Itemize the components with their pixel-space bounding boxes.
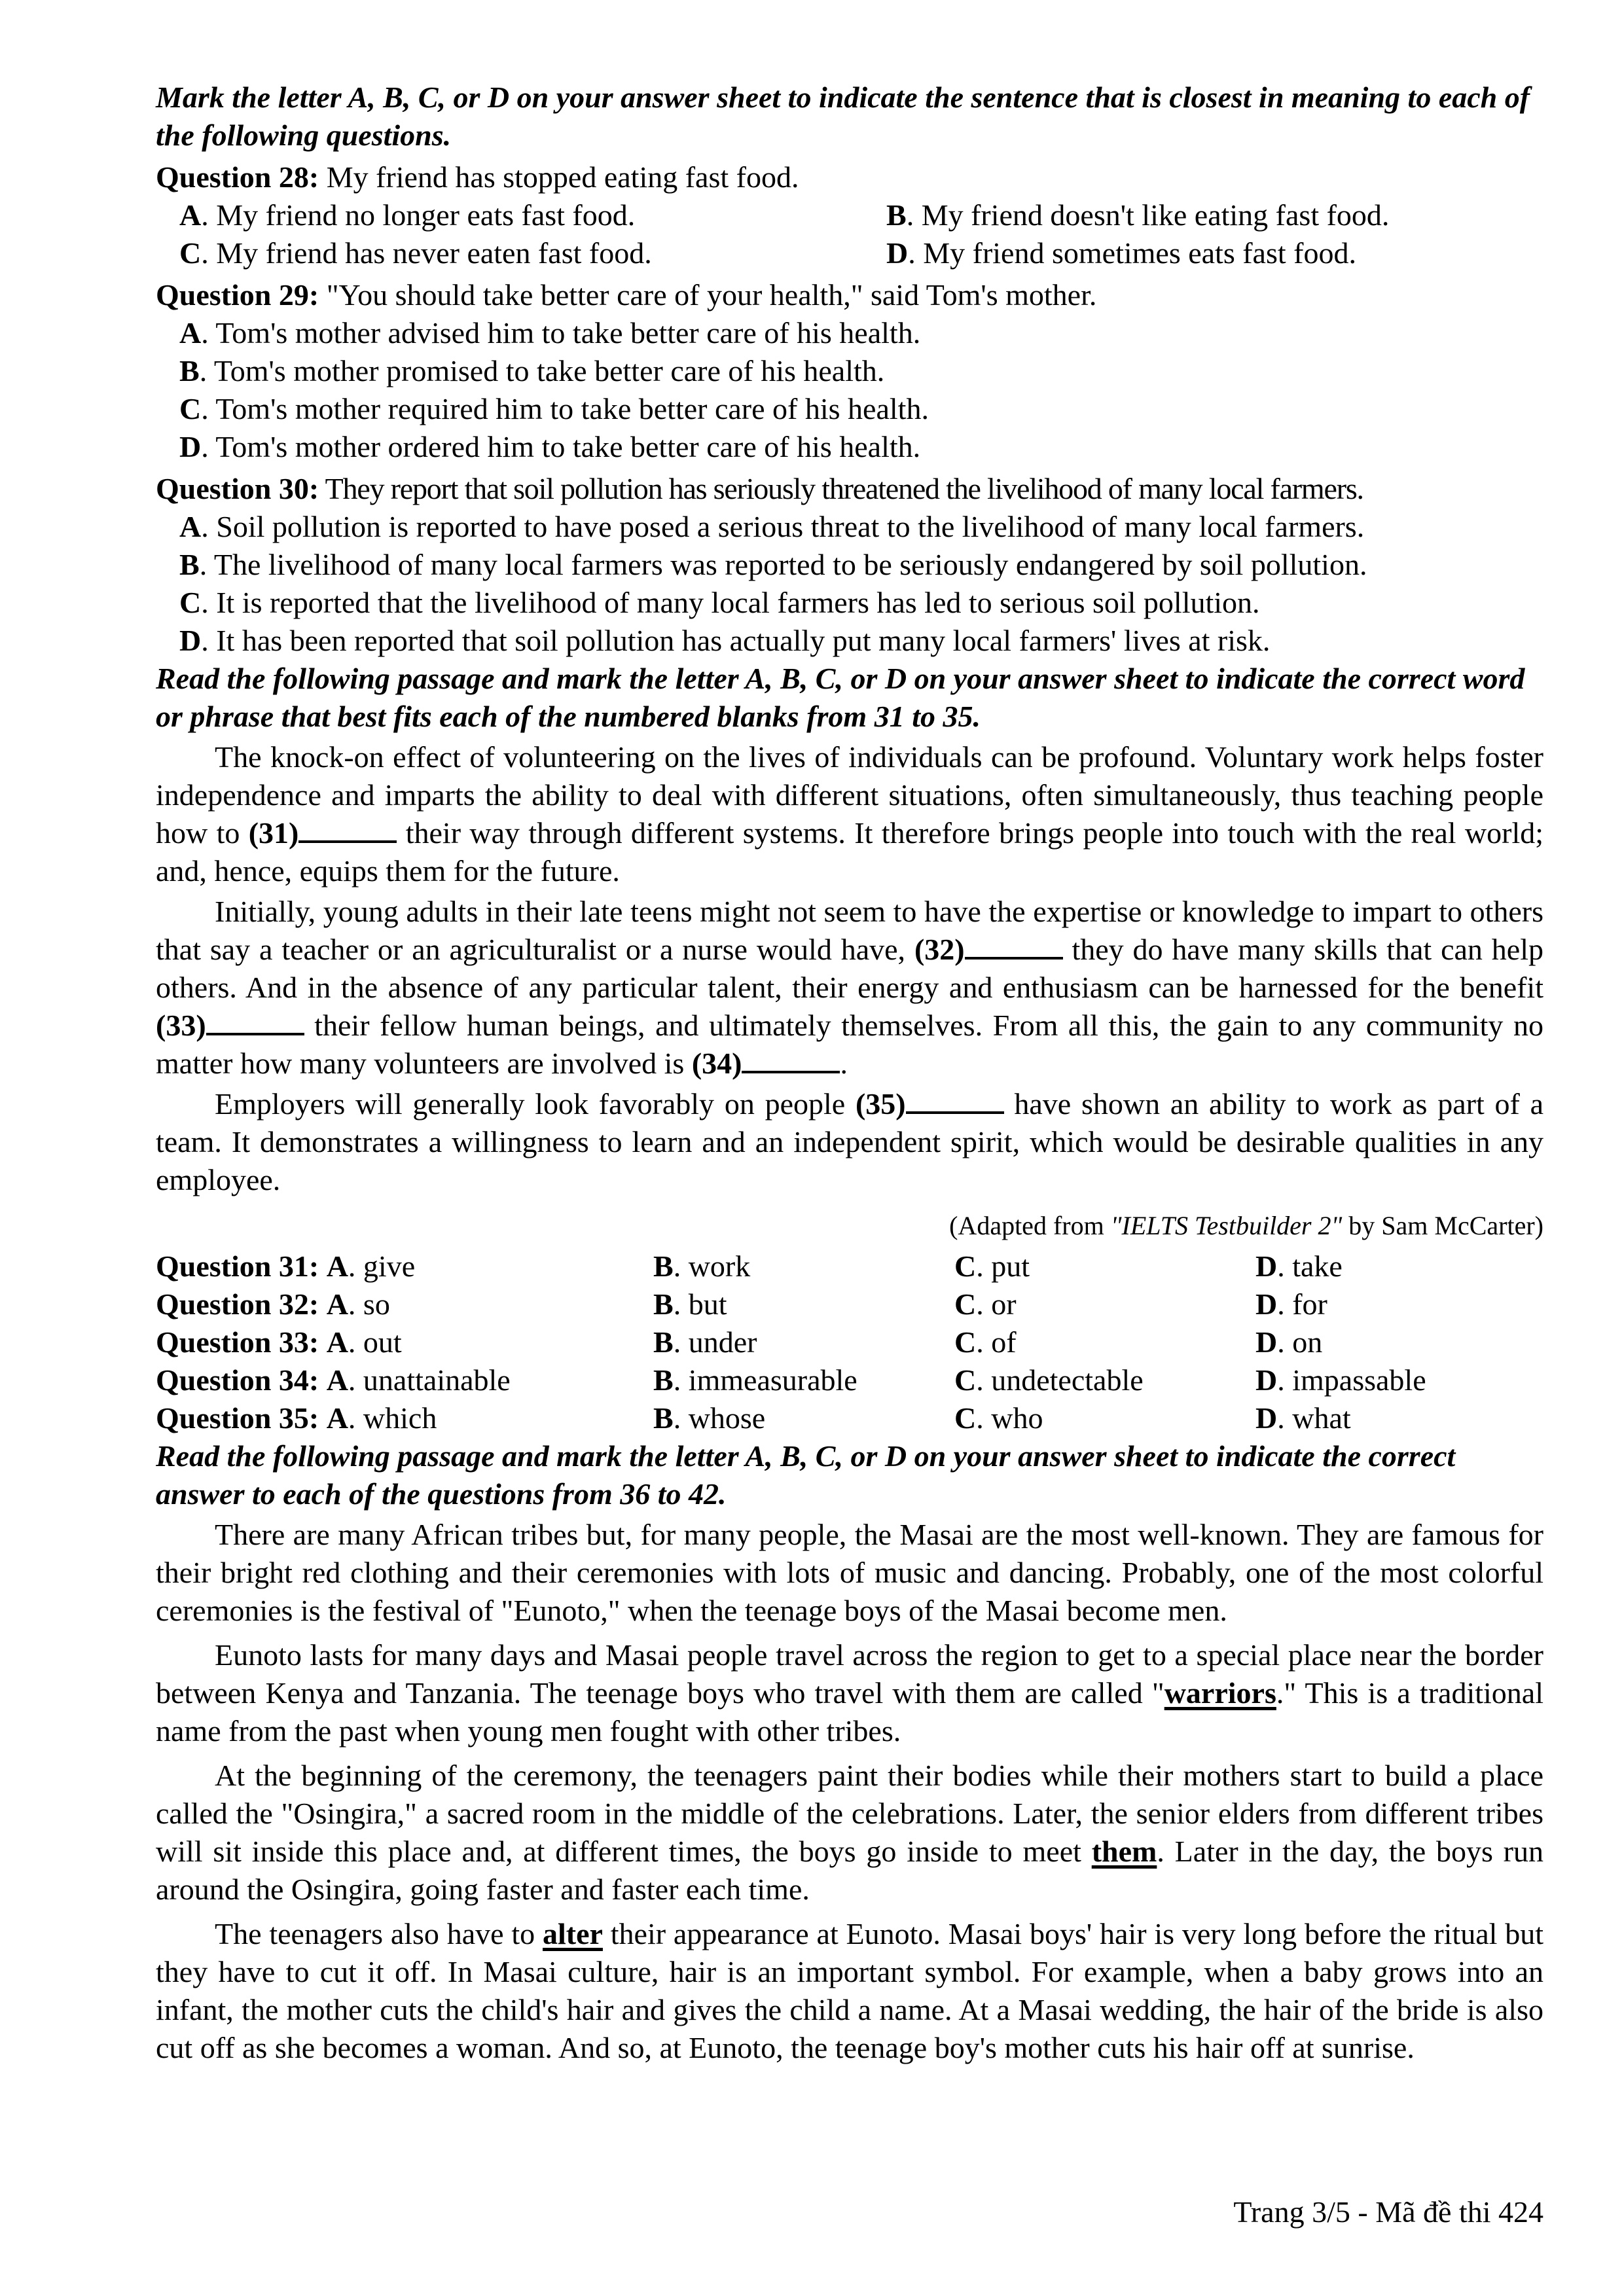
option-text: . unattainable — [348, 1363, 511, 1397]
option-d[interactable] — [1255, 1399, 1543, 1437]
option-a[interactable] — [179, 196, 886, 234]
section-instruction-cloze: Read the following passage and mark the letter A, B, C, or D on your answer sheet to indicate the correct word or phrase that best fits each of the numbered blanks from 31 to 35. — [156, 662, 1525, 733]
option-text: . Tom's mother ordered him to take better care of his health. — [201, 430, 921, 463]
option-c[interactable] — [156, 584, 1543, 622]
paragraph-text: their appearance at Eunoto. Masai boys' hair is very long before the ritual but they have to cut it off. In Masai culture, hair is an important symbol. For example, when a baby grows into an infant, the mother cuts the child's hair and gives the child a name. At a Masai wedding, the hair of the bride is also cut off as she becomes a woman. And so, at Eunoto, the teenage boy's mother cuts his hair off at sunrise. — [156, 1917, 1543, 2064]
option-text: . under — [673, 1325, 757, 1359]
option-letter: A — [326, 1287, 348, 1321]
option-letter: C — [179, 586, 202, 619]
option-c[interactable] — [156, 390, 1543, 428]
option-text: . whose — [673, 1401, 766, 1435]
option-letter: D — [179, 430, 202, 463]
option-a[interactable] — [327, 1401, 437, 1435]
option-letter: A — [326, 1363, 348, 1397]
option-b[interactable] — [156, 352, 1543, 390]
option-b[interactable] — [886, 196, 1541, 234]
option-letter: C — [954, 1401, 977, 1435]
blank-35-number: (35) — [855, 1087, 906, 1121]
blank-33-number: (33) — [156, 1009, 206, 1042]
option-d[interactable] — [1255, 1361, 1543, 1399]
option-c[interactable] — [954, 1399, 1255, 1437]
question-label: Question 32: — [156, 1287, 319, 1321]
blank-31 — [298, 814, 397, 843]
question-28-options — [156, 196, 1543, 272]
option-text: . which — [348, 1401, 437, 1435]
option-text: . what — [1277, 1401, 1351, 1435]
option-d[interactable] — [886, 234, 1541, 272]
option-text: . put — [976, 1249, 1030, 1283]
option-text: . for — [1277, 1287, 1327, 1321]
option-text: . Soil pollution is reported to have posed a serious threat to the livelihood of many local farmers. — [201, 510, 1365, 543]
highlighted-word-them: them — [1091, 1835, 1157, 1868]
option-letter: B — [653, 1363, 674, 1397]
option-c[interactable] — [179, 234, 886, 272]
blank-32 — [965, 931, 1063, 960]
paragraph-text: The knock-on effect of volunteering on the lives of individuals can be profound. Voluntary work helps foster independence and imparts the ability to deal with different situations, often simultaneously, thus teaching people how to — [156, 740, 1543, 850]
option-a[interactable] — [327, 1249, 415, 1283]
option-b[interactable] — [156, 546, 1543, 584]
question-label: Question 28: — [156, 160, 319, 194]
option-b[interactable] — [653, 1399, 954, 1437]
exam-page — [156, 79, 1543, 2067]
option-letter: D — [886, 236, 909, 270]
option-letter: D — [1255, 1287, 1278, 1321]
blank-33 — [206, 1007, 304, 1035]
option-b[interactable] — [653, 1361, 954, 1399]
option-text: . immeasurable — [673, 1363, 857, 1397]
option-letter: A — [179, 510, 202, 543]
option-c[interactable] — [954, 1285, 1255, 1323]
option-letter: B — [653, 1249, 674, 1283]
paragraph-text: have shown an ability to work as part of a team. It demonstrates a willingness to learn and an independent spirit, which would be desirable qualities in any employee. — [156, 1087, 1543, 1196]
option-letter: C — [954, 1287, 977, 1321]
option-d[interactable] — [156, 622, 1543, 660]
option-b[interactable] — [653, 1285, 954, 1323]
option-d[interactable] — [1255, 1247, 1543, 1285]
option-a[interactable] — [156, 508, 1543, 546]
question-31-label-option-a — [156, 1247, 653, 1285]
paragraph-text: they do have many skills that can help others. And in the absence of any particular talent, their energy and enthusiasm can be harnessed for the benefit — [156, 933, 1543, 1004]
passage-paragraph-1 — [156, 738, 1543, 890]
reading-paragraph-4 — [156, 1915, 1543, 2067]
option-c[interactable] — [954, 1323, 1255, 1361]
question-29 — [156, 276, 1543, 314]
question-32-label-option-a — [156, 1285, 653, 1323]
option-text: . so — [348, 1287, 390, 1321]
passage-source-citation — [156, 1207, 1543, 1245]
reading-paragraph-3 — [156, 1757, 1543, 1909]
blank-31-number: (31) — [248, 816, 299, 850]
highlighted-word-warriors: warriors — [1164, 1676, 1276, 1710]
option-letter: B — [653, 1325, 674, 1359]
question-label: Question 31: — [156, 1249, 319, 1283]
option-letter: D — [179, 624, 202, 657]
page-footer: Trang 3/5 - Mã đề thi 424 — [1233, 2195, 1543, 2229]
option-letter: A — [179, 316, 202, 350]
option-d[interactable] — [1255, 1285, 1543, 1323]
option-letter: D — [1255, 1249, 1278, 1283]
paragraph-text: ." This is a traditional name from the past when young men fought with other tribes. — [156, 1676, 1543, 1748]
option-b[interactable] — [653, 1323, 954, 1361]
paragraph-text: their fellow human beings, and ultimately themselves. From all this, the gain to any community no matter how many volunteers are involved is — [156, 1009, 1543, 1080]
option-text: . My friend doesn't like eating fast food. — [906, 198, 1390, 232]
option-text: . It is reported that the livelihood of many local farmers has led to serious soil pollution. — [201, 586, 1260, 619]
option-letter: C — [179, 392, 202, 425]
option-d[interactable] — [156, 428, 1543, 466]
option-letter: B — [886, 198, 907, 232]
blank-32-number: (32) — [914, 933, 965, 966]
question-28 — [156, 158, 1543, 196]
option-letter: D — [1255, 1325, 1278, 1359]
option-letter: B — [179, 548, 200, 581]
paragraph-text: their way through different systems. It therefore brings people into touch with the real world; and, hence, equips them for the future. — [156, 816, 1544, 888]
blank-34-number: (34) — [691, 1047, 742, 1080]
question-stem: "You should take better care of your health," said Tom's mother. — [319, 278, 1097, 312]
question-label: Question 29: — [156, 278, 319, 312]
option-a[interactable] — [327, 1325, 402, 1359]
question-label: Question 35: — [156, 1401, 319, 1435]
paragraph-text: Eunoto lasts for many days and Masai people travel across the region to get to a special place near the border between Kenya and Tanzania. The teenage boys who travel with them are called " — [156, 1638, 1543, 1710]
option-text: . undetectable — [976, 1363, 1144, 1397]
option-text: . It has been reported that soil pollution has actually put many local farmers' lives at risk. — [201, 624, 1271, 657]
paragraph-text: . — [840, 1047, 848, 1080]
option-text: . Tom's mother advised him to take better care of his health. — [201, 316, 921, 350]
source-prefix: (Adapted from — [949, 1211, 1111, 1240]
section-instruction-reading: Read the following passage and mark the letter A, B, C, or D on your answer sheet to indicate the correct answer to each of the questions from 36 to 42. — [156, 1439, 1456, 1511]
question-label: Question 34: — [156, 1363, 319, 1397]
highlighted-word-alter: alter — [543, 1917, 603, 1950]
option-text: . give — [348, 1249, 416, 1283]
question-label: Question 33: — [156, 1325, 319, 1359]
option-letter: C — [179, 236, 202, 270]
paragraph-text: The teenagers also have to — [215, 1917, 543, 1950]
blank-34 — [742, 1045, 840, 1073]
option-text: . The livelihood of many local farmers was reported to be seriously endangered by soil pollution. — [199, 548, 1367, 581]
reading-paragraph-2 — [156, 1636, 1543, 1750]
question-stem: They report that soil pollution has seriously threatened the livelihood of many local farmers. — [319, 472, 1363, 505]
option-text: . impassable — [1277, 1363, 1426, 1397]
reading-paragraph-1: There are many African tribes but, for many people, the Masai are the most well-known. They are famous for their bright red clothing and their ceremonies with lots of music and dancing. Probably, one of the most colorful ceremonies is the festival of "Eunoto," when the teenage boys of the Masai become men. — [156, 1518, 1543, 1627]
option-a[interactable] — [327, 1287, 390, 1321]
option-letter: C — [954, 1325, 977, 1359]
option-letter: C — [954, 1249, 977, 1283]
question-stem: My friend has stopped eating fast food. — [319, 160, 799, 194]
question-35-label-option-a — [156, 1399, 653, 1437]
option-letter: A — [326, 1249, 348, 1283]
option-text: . My friend sometimes eats fast food. — [908, 236, 1356, 270]
passage-paragraph-2 — [156, 893, 1543, 1083]
paragraph-text: Employers will generally look favorably on people — [215, 1087, 856, 1121]
question-label: Question 30: — [156, 472, 319, 505]
option-letter: D — [1255, 1401, 1278, 1435]
blank-35 — [906, 1085, 1004, 1114]
option-text: . of — [976, 1325, 1017, 1359]
question-33-label-option-a — [156, 1323, 653, 1361]
option-text: . My friend no longer eats fast food. — [201, 198, 636, 232]
option-text: . My friend has never eaten fast food. — [201, 236, 652, 270]
option-letter: A — [326, 1401, 348, 1435]
option-text: . Tom's mother promised to take better care of his health. — [199, 354, 885, 387]
option-c[interactable] — [954, 1247, 1255, 1285]
paragraph-text: At the beginning of the ceremony, the teenagers paint their bodies while their mothers start to build a place called the "Osingira," a sacred room in the middle of the celebrations. Later, the senior elders from different tribes will sit inside this place and, at different times, the boys go inside to meet — [156, 1759, 1543, 1868]
source-title: "IELTS Testbuilder 2" — [1110, 1211, 1343, 1240]
option-text: . or — [976, 1287, 1017, 1321]
section-instruction-closest-meaning: Mark the letter A, B, C, or D on your answer sheet to indicate the sentence that is closest in meaning to each of the following questions. — [156, 81, 1530, 152]
option-text: . on — [1277, 1325, 1323, 1359]
option-b[interactable] — [653, 1247, 954, 1285]
option-c[interactable] — [954, 1361, 1255, 1399]
paragraph-text: . Later in the day, the boys run around the Osingira, going faster and faster each time. — [156, 1835, 1543, 1906]
option-d[interactable] — [1255, 1323, 1543, 1361]
option-letter: D — [1255, 1363, 1278, 1397]
option-letter: A — [179, 198, 202, 232]
option-text: . but — [673, 1287, 727, 1321]
option-letter: B — [653, 1401, 674, 1435]
option-letter: A — [326, 1325, 348, 1359]
option-letter: C — [954, 1363, 977, 1397]
paragraph-text: Initially, young adults in their late teens might not seem to have the expertise or knowledge to impart to others that say a teacher or an agriculturalist or a nurse would have, — [156, 895, 1543, 966]
passage-paragraph-3 — [156, 1085, 1543, 1199]
source-author: by Sam McCarter) — [1342, 1211, 1543, 1240]
cloze-options-table — [156, 1247, 1543, 1437]
option-text: . take — [1277, 1249, 1343, 1283]
option-a[interactable] — [327, 1363, 511, 1397]
question-30 — [156, 470, 1543, 508]
question-34-label-option-a — [156, 1361, 653, 1399]
option-text: . Tom's mother required him to take better care of his health. — [201, 392, 929, 425]
option-text: . work — [673, 1249, 751, 1283]
option-letter: B — [653, 1287, 674, 1321]
option-text: . who — [976, 1401, 1043, 1435]
option-letter: B — [179, 354, 200, 387]
option-a[interactable] — [156, 314, 1543, 352]
option-text: . out — [348, 1325, 402, 1359]
